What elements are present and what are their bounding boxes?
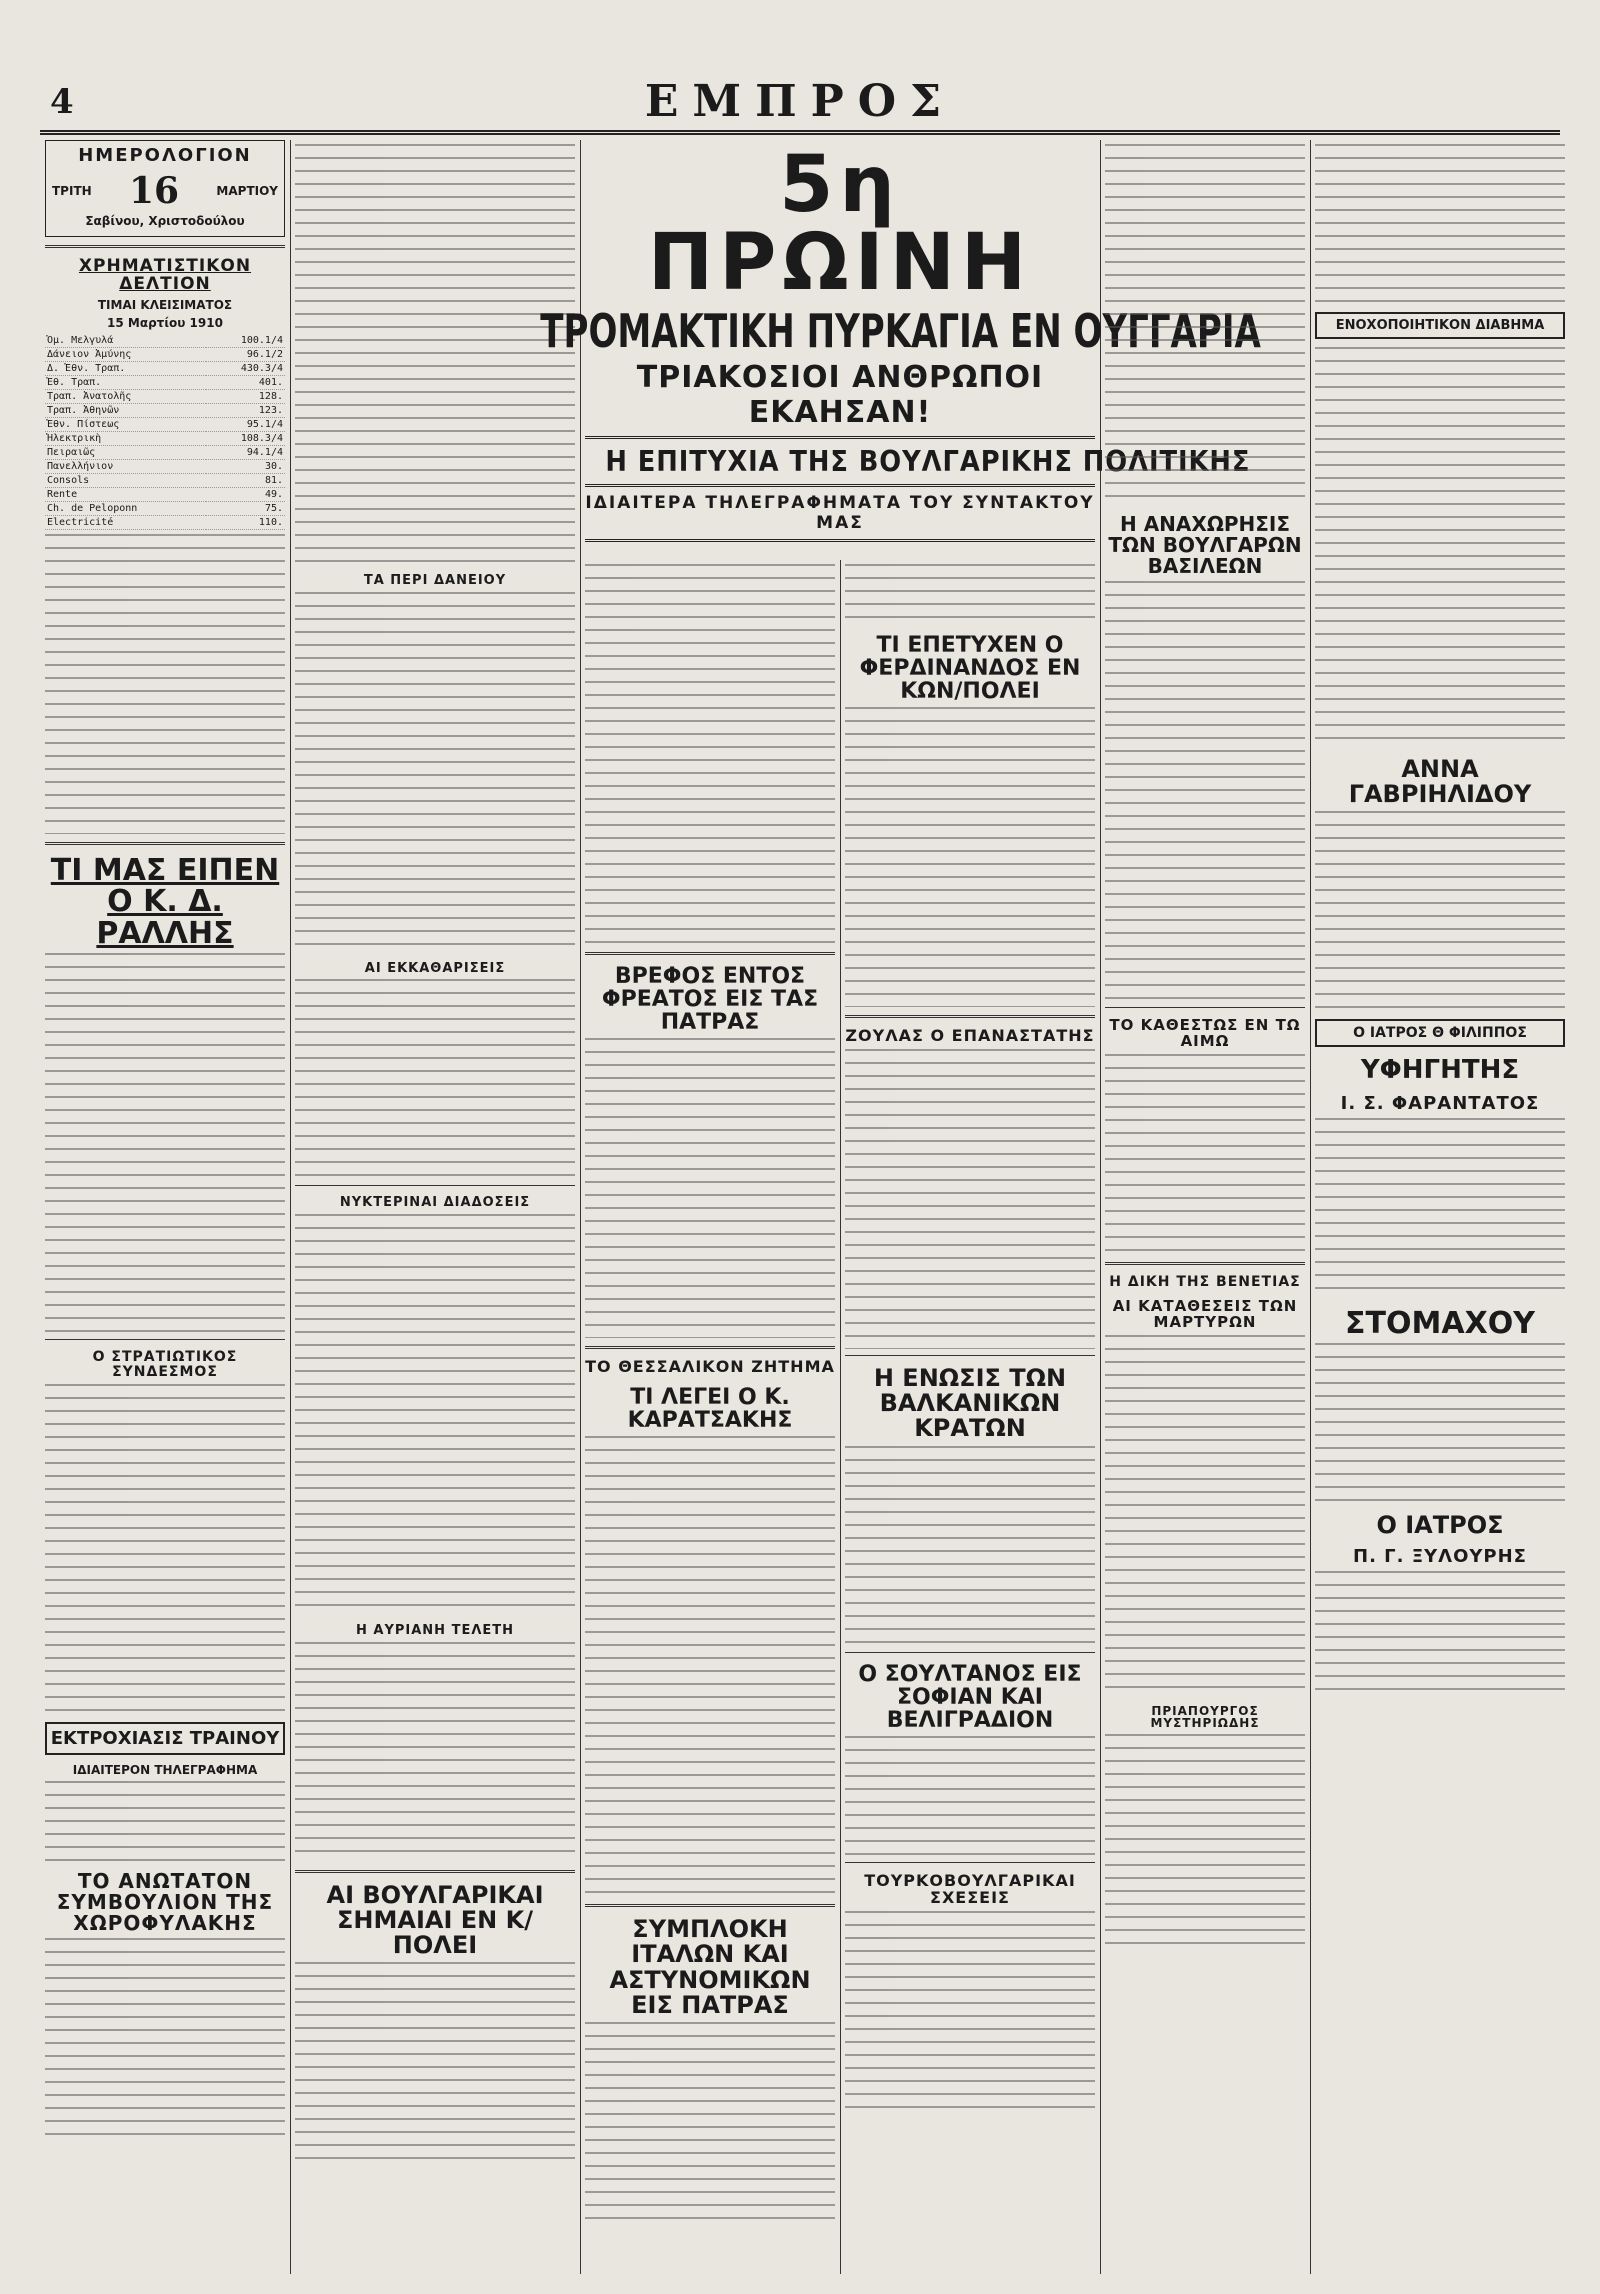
price-label: Ὁμ. Μελγυλά bbox=[45, 334, 206, 348]
masthead-rule bbox=[40, 130, 1560, 135]
price-table bbox=[45, 334, 285, 530]
sub-headline: ΤΡΙΑΚΟΣΙΟΙ ΑΝΘΡΩΠΟΙ ΕΚΑΗΣΑΝ! bbox=[636, 360, 1044, 430]
price-row bbox=[45, 403, 285, 417]
body-text bbox=[295, 1642, 575, 1862]
body-text bbox=[1315, 1571, 1565, 1691]
price-value: 123. bbox=[206, 403, 285, 417]
body-text bbox=[845, 1446, 1095, 1646]
price-row bbox=[45, 487, 285, 501]
price-row bbox=[45, 361, 285, 375]
body-text bbox=[295, 1962, 575, 2162]
column-divider bbox=[580, 140, 581, 2274]
column-5 bbox=[1105, 140, 1305, 2274]
column-divider bbox=[1310, 140, 1311, 2274]
column-divider bbox=[290, 140, 291, 2274]
body-text bbox=[585, 2022, 835, 2222]
ad-doctor: Ο ΙΑΤΡΟΣ bbox=[1376, 1511, 1504, 1540]
body-text bbox=[1105, 1734, 1305, 1954]
price-value: 75. bbox=[206, 501, 285, 515]
headline-gendarmerie-council: ΤΟ ΑΝΩΤΑΤΟΝ ΣΥΜΒΟΥΛΙΟΝ ΤΗΣ ΧΩΡΟΦΥΛΑΚΗΣ bbox=[56, 1868, 274, 1935]
secondary-headline: Η ΕΠΙΤΥΧΙΑ ΤΗΣ ΒΟΥΛΓΑΡΙΚΗΣ ΠΟΛΙΤΙΚΗΣ bbox=[605, 445, 1251, 478]
price-label: Ἠλεκτρικὴ bbox=[45, 431, 206, 445]
headline-departure: Η ΑΝΑΧΩΡΗΣΙΣ ΤΩΝ ΒΟΥΛΓΑΡΩΝ ΒΑΣΙΛΕΩΝ bbox=[1108, 512, 1302, 578]
headline-sultan: Ο ΣΟΥΛΤΑΝΟΣ ΕΙΣ ΣΟΦΙΑΝ ΚΑΙ ΒΕΛΙΓΡΑΔΙΟΝ bbox=[858, 1661, 1082, 1733]
calendar-box bbox=[45, 140, 285, 237]
front-banner bbox=[540, 140, 1261, 548]
ad-stomach: ΣΤΟΜΑΧΟΥ bbox=[1345, 1305, 1535, 1341]
calendar-saints: Σαβίνου, Χριστοδούλου bbox=[85, 214, 245, 228]
headline-anna-gavriilidou: ΑΝΝΑ ΓΑΒΡΙΗΛΙΔΟΥ bbox=[1348, 755, 1532, 809]
headline-status: ΤΟ ΚΑΘΕΣΤΩΣ ΕΝ ΤΩ ΑΙΜΩ bbox=[1109, 1016, 1301, 1050]
headline-military-league: Ο ΣΤΡΑΤΙΩΤΙΚΟΣ ΣΥΝΔΕΣΜΟΣ bbox=[92, 1349, 238, 1380]
price-row bbox=[45, 334, 285, 348]
body-text bbox=[585, 1436, 835, 1896]
headline-mysterious: ΠΡΙΑΠΟΥΡΓΟΣ ΜΥΣΤΗΡΙΩΔΗΣ bbox=[1150, 1703, 1260, 1731]
calendar-weekday: ΤΡΙΤΗ bbox=[52, 184, 92, 198]
headline-incriminating: ΕΝΟΧΟΠΟΙΗΤΙΚΟΝ ΔΙΑΒΗΜΑ bbox=[1315, 312, 1565, 339]
body-text bbox=[1105, 581, 1305, 1001]
ad-xylouris: Π. Γ. ΞΥΛΟΥΡΗΣ bbox=[1353, 1546, 1527, 1568]
price-label: Consols bbox=[45, 473, 206, 487]
price-row bbox=[45, 389, 285, 403]
body-text bbox=[1105, 144, 1305, 504]
body-text bbox=[1315, 1343, 1565, 1503]
price-label: Δάνειον Ἀμύνης bbox=[45, 347, 206, 361]
price-label: Rente bbox=[45, 487, 206, 501]
price-label: Δ. Ἐθν. Τραπ. bbox=[45, 361, 206, 375]
headline-zoulas: ΖΟΥΛΑΣ Ο ΕΠΑΝΑΣΤΑΤΗΣ bbox=[845, 1026, 1095, 1046]
price-row bbox=[45, 459, 285, 473]
column-1 bbox=[45, 140, 285, 2274]
market-date: 15 Μαρτίου 1910 bbox=[107, 315, 223, 330]
price-value: 96.1/2 bbox=[206, 347, 285, 361]
masthead bbox=[40, 70, 1560, 140]
headline-witnesses: ΑΙ ΚΑΤΑΘΕΣΕΙΣ ΤΩΝ ΜΑΡΤΥΡΩΝ bbox=[1112, 1297, 1298, 1331]
headline-bulgarian-flags: ΑΙ ΒΟΥΛΓΑΡΙΚΑΙ ΣΗΜΑΙΑΙ ΕΝ Κ/ΠΟΛΕΙ bbox=[326, 1880, 544, 1959]
price-value: 81. bbox=[206, 473, 285, 487]
price-row bbox=[45, 375, 285, 389]
body-text bbox=[1105, 1054, 1305, 1254]
telegram-label: ΙΔΙΑΙΤΕΡΟΝ ΤΗΛΕΓΡΑΦΗΜΑ bbox=[72, 1762, 258, 1777]
headline-night-rumors: ΝΥΚΤΕΡΙΝΑΙ ΔΙΑΔΟΣΕΙΣ bbox=[339, 1195, 531, 1211]
body-text bbox=[295, 979, 575, 1179]
headline-baby-well: ΒΡΕΦΟΣ ΕΝΤΟΣ ΦΡΕΑΤΟΣ ΕΙΣ ΤΑΣ ΠΑΤΡΑΣ bbox=[601, 964, 819, 1036]
body-text bbox=[45, 1938, 285, 2138]
price-value: 95.1/4 bbox=[206, 417, 285, 431]
price-label: Electricité bbox=[45, 515, 206, 529]
body-text bbox=[585, 564, 835, 944]
market-subheading: ΤΙΜΑΙ ΚΛΕΙΣΙΜΑΤΟΣ bbox=[97, 297, 233, 312]
headline-karatsakis: ΤΙ ΛΕΓΕΙ Ο Κ. ΚΑΡΑΤΣΑΚΗΣ bbox=[627, 1385, 793, 1434]
headline-purges: ΑΙ ΕΚΚΑΘΑΡΙΣΕΙΣ bbox=[364, 960, 506, 976]
headline-turkobulgarian: ΤΟΥΡΚΟΒΟΥΛΓΑΡΙΚΑΙ ΣΧΕΣΕΙΣ bbox=[864, 1870, 1076, 1907]
price-value: 108.3/4 bbox=[206, 431, 285, 445]
newspaper-title: ΕΜΠΡΟΣ bbox=[644, 76, 956, 127]
column-6 bbox=[1315, 140, 1565, 2274]
page-number: 4 bbox=[50, 82, 74, 122]
body-text bbox=[845, 1911, 1095, 2111]
column-3 bbox=[585, 560, 835, 2274]
headline-venice-trial: Η ΔΙΚΗ ΤΗΣ ΒΕΝΕΤΙΑΣ bbox=[1109, 1273, 1301, 1290]
price-label: Πειραιῶς bbox=[45, 445, 206, 459]
headline-balkan-union: Η ΕΝΩΣΙΣ ΤΩΝ ΒΑΛΚΑΝΙΚΩΝ ΚΡΑΤΩΝ bbox=[873, 1364, 1067, 1443]
price-value: 430.3/4 bbox=[206, 361, 285, 375]
body-text bbox=[295, 1214, 575, 1614]
price-row bbox=[45, 473, 285, 487]
market-heading: ΧΡΗΜΑΤΙΣΤΙΚΟΝ ΔΕΛΤΙΟΝ bbox=[78, 256, 252, 294]
body-text bbox=[845, 564, 1095, 624]
calendar-title: ΗΜΕΡΟΛΟΓΙΟΝ bbox=[78, 145, 252, 166]
body-text bbox=[845, 1736, 1095, 1856]
body-text bbox=[1315, 1118, 1565, 1298]
price-value: 401. bbox=[206, 375, 285, 389]
price-row bbox=[45, 501, 285, 515]
body-text bbox=[845, 707, 1095, 1007]
price-value: 30. bbox=[206, 459, 285, 473]
column-divider bbox=[840, 560, 841, 2274]
column-2 bbox=[295, 140, 575, 2274]
column-4 bbox=[845, 560, 1095, 2274]
price-value: 94.1/4 bbox=[206, 445, 285, 459]
edition-label: 5η ΠΡΩΙΝΗ bbox=[647, 140, 1033, 308]
telegram-headline: ΙΔΙΑΙΤΕΡΑ ΤΗΛΕΓΡΑΦΗΜΑΤΑ ΤΟΥ ΣΥΝΤΑΚΤΟΥ ΜΑΣ bbox=[585, 493, 1095, 533]
headline-ferdinand: ΤΙ ΕΠΕΤΥΧΕΝ Ο ΦΕΡΔΙΝΑΝΔΟΣ ΕΝ ΚΩΝ/ΠΟΛΕΙ bbox=[859, 633, 1081, 705]
body-text bbox=[845, 1049, 1095, 1349]
headline-loan: ΤΑ ΠΕΡΙ ΔΑΝΕΙΟΥ bbox=[363, 573, 507, 588]
body-text bbox=[1315, 811, 1565, 1011]
price-value: 128. bbox=[206, 389, 285, 403]
headline-thessaly: ΤΟ ΘΕΣΣΑΛΙΚΟΝ ΖΗΤΗΜΑ bbox=[585, 1357, 835, 1377]
price-label: Τραπ. Ἀνατολῆς bbox=[45, 389, 206, 403]
price-label: Τραπ. Ἀθηνῶν bbox=[45, 403, 206, 417]
headline-ceremony: Η ΑΥΡΙΑΝΗ ΤΕΛΕΤΗ bbox=[355, 1622, 515, 1638]
headline-rallis: ΤΙ ΜΑΣ ΕΙΠΕΝ Ο Κ. Δ. ΡΑΛΛΗΣ bbox=[50, 852, 280, 951]
body-text bbox=[1315, 144, 1565, 304]
headline-clash-patras: ΣΥΜΠΛΟΚΗ ΙΤΑΛΩΝ ΚΑΙ ΑΣΤΥΝΟΜΙΚΩΝ ΕΙΣ ΠΑΤΡΑΣ bbox=[609, 1915, 811, 2019]
body-text bbox=[295, 592, 575, 952]
price-value: 100.1/4 bbox=[206, 334, 285, 348]
ad-lecturer: ΥΦΗΓΗΤΗΣ bbox=[1360, 1055, 1520, 1086]
price-label: Πανελλήνιον bbox=[45, 459, 206, 473]
price-row bbox=[45, 347, 285, 361]
price-value: 110. bbox=[206, 515, 285, 529]
ad-farantatos: Ι. Σ. ΦΑΡΑΝΤΑΤΟΣ bbox=[1340, 1092, 1540, 1114]
body-text bbox=[45, 953, 285, 1333]
calendar-day: 16 bbox=[129, 170, 180, 212]
headline-derailment: ΕΚΤΡΟΧΙΑΣΙΣ ΤΡΑΙΝΟΥ bbox=[45, 1722, 285, 1755]
price-label: Ἐθν. Πίστεως bbox=[45, 417, 206, 431]
price-value: 49. bbox=[206, 487, 285, 501]
price-row bbox=[45, 431, 285, 445]
body-text bbox=[45, 1781, 285, 1861]
body-text bbox=[45, 1384, 285, 1714]
price-label: Ch. de Peloponn bbox=[45, 501, 206, 515]
body-text bbox=[295, 144, 575, 564]
price-row bbox=[45, 445, 285, 459]
body-text bbox=[585, 1038, 835, 1338]
body-text bbox=[1315, 347, 1565, 747]
calendar-month: ΜΑΡΤΙΟΥ bbox=[216, 184, 278, 198]
ad-doctor-filippos: Ο ΙΑΤΡΟΣ Θ ΦΙΛΙΠΠΟΣ bbox=[1315, 1019, 1565, 1047]
price-row bbox=[45, 515, 285, 529]
price-row bbox=[45, 417, 285, 431]
price-label: Ἐθ. Τραπ. bbox=[45, 375, 206, 389]
body-text bbox=[45, 534, 285, 834]
body-text bbox=[1105, 1335, 1305, 1695]
main-headline: ΤΡΟΜΑΚΤΙΚΗ ΠΥΡΚΑΓΙΑ ΕΝ ΟΥΓΓΑΡΙΑ bbox=[540, 304, 1261, 358]
